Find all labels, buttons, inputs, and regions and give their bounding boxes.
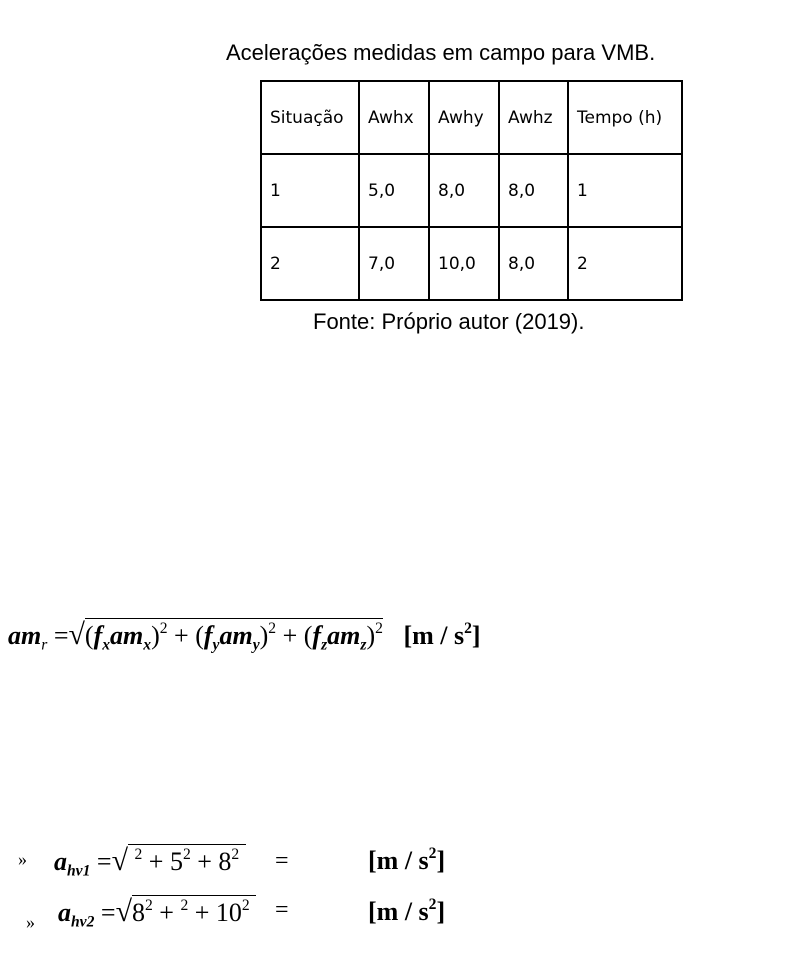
table-source: Fonte: Próprio autor (2019). [313, 309, 585, 334]
table-cell: 10,0 [429, 227, 499, 300]
bullet-icon: » [26, 912, 35, 932]
calc-row-hv1: $a_{hv1}$ =√ $^2 + 5^2 + 8^2$ [54, 846, 246, 876]
table-cell: 5,0 [359, 154, 429, 227]
table-header-row [261, 81, 682, 154]
formula-lhs: am [8, 621, 42, 650]
header-cell: Situação [261, 81, 359, 154]
equals-sign: = [275, 848, 289, 874]
table-cell: 2 [568, 227, 682, 300]
table-row [261, 227, 682, 300]
table-cell: 7,0 [359, 227, 429, 300]
table-cell: 2 [261, 227, 359, 300]
table-cell: 8,0 [499, 154, 568, 227]
equals-sign: = [275, 897, 289, 923]
bullet-icon: » [18, 849, 27, 869]
table-cell: 8,0 [499, 227, 568, 300]
formula-unit: $[m / s^2]$ [403, 620, 481, 650]
resultant-acceleration-formula: $am_r =√(f_xam_x)^2 + (f_yam_y)^2 + (f_zam_z)^2$ $[m / s^2]$ [8, 618, 481, 654]
header-cell: Awhx [359, 81, 429, 154]
calc-row-unit: $[m / s^2]$ [368, 845, 446, 875]
table-caption: Acelerações medidas em campo para VMB. [226, 40, 656, 65]
table-cell: 1 [261, 154, 359, 227]
formula-radicand: $(f_xam_x)^2 + (f_yam_y)^2 + (f_zam_z)^2$ [85, 618, 383, 650]
table-row [261, 154, 682, 227]
calc-row-unit: $[m / s^2]$ [368, 896, 446, 926]
calc-row-hv2: $a_{hv2} =√8^2 + ^2 + 10^2$ [58, 897, 256, 927]
formula-lhs-sub: r [41, 636, 48, 654]
table-cell: 1 [568, 154, 682, 227]
header-cell: Awhy [429, 81, 499, 154]
header-cell: Awhz [499, 81, 568, 154]
accelerations-table [260, 80, 683, 301]
table-cell: 8,0 [429, 154, 499, 227]
header-cell: Tempo (h) [568, 81, 682, 154]
